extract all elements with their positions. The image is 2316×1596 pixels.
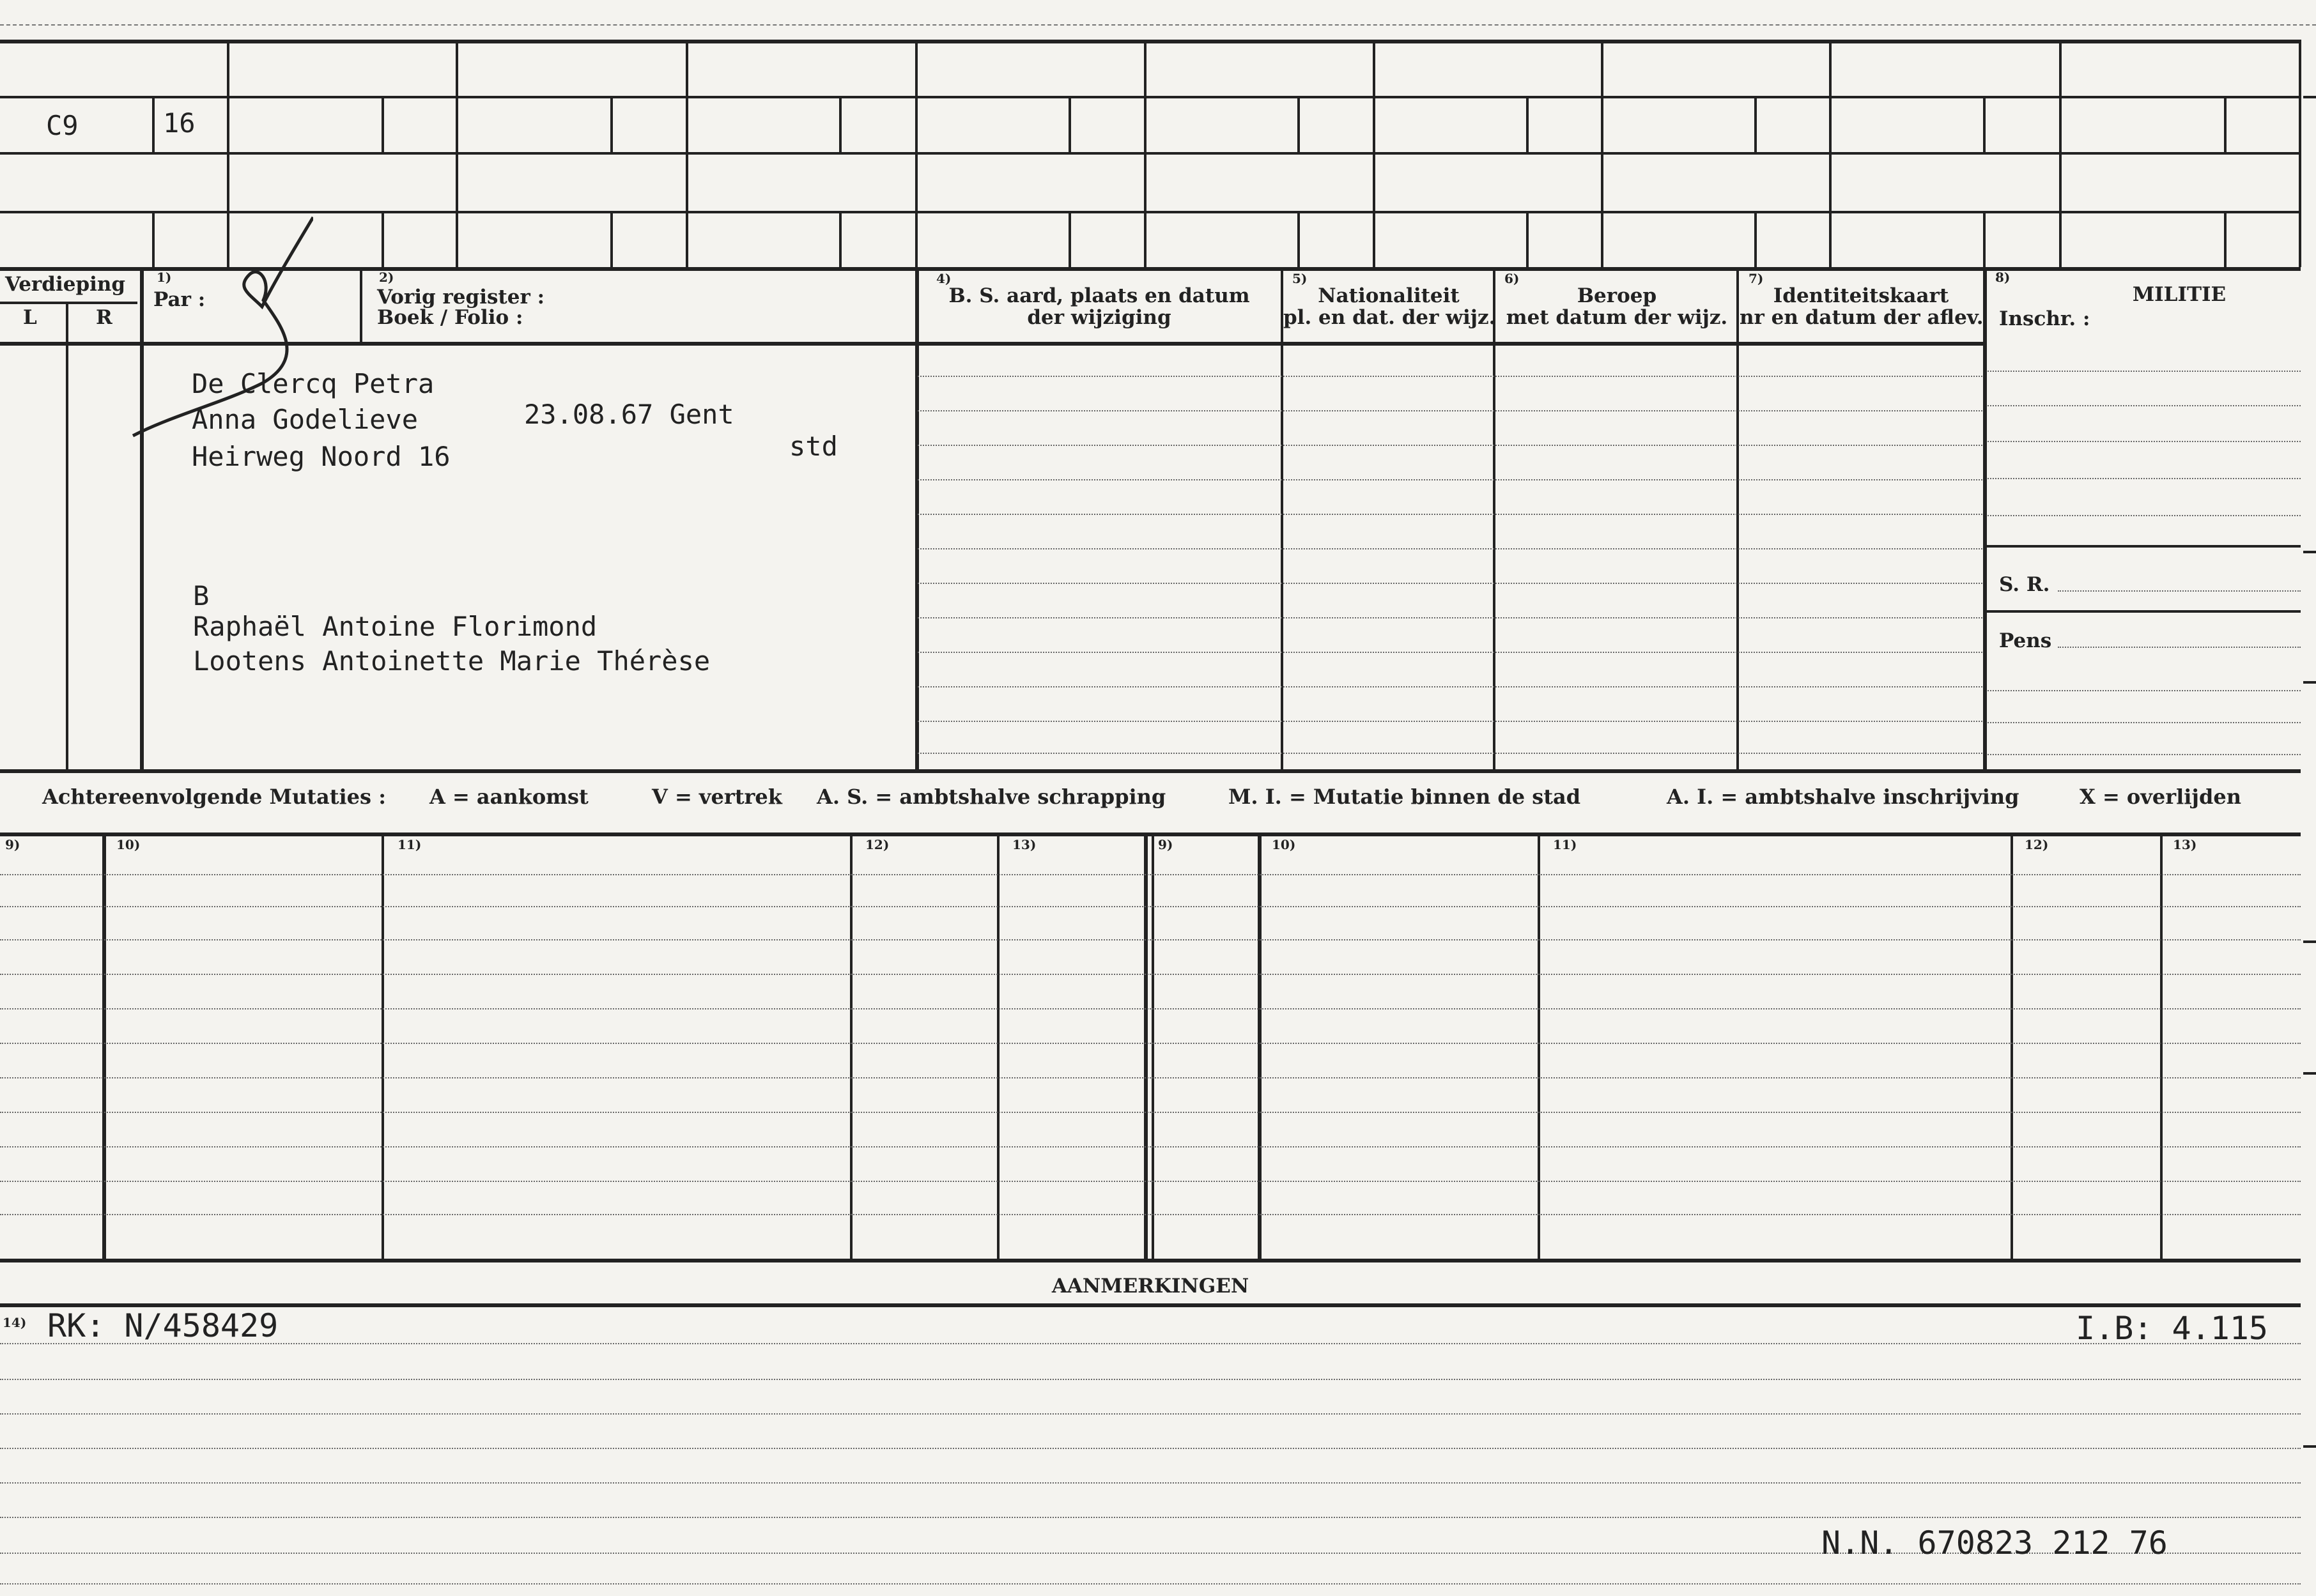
ruling-line — [918, 583, 1982, 584]
grid-line — [686, 40, 688, 267]
grid-line — [1258, 833, 1262, 1261]
parents-label: B — [193, 580, 210, 611]
field-number: 7) — [1749, 271, 1764, 286]
grid-line — [456, 40, 458, 267]
legend-ai: A. I. = ambtshalve inschrijving — [1667, 785, 2019, 809]
grid-line — [0, 769, 2301, 773]
ruling-line — [2058, 647, 2301, 648]
ruling-line — [1988, 690, 2301, 691]
ruling-line — [0, 1008, 2301, 1009]
ruling-line — [0, 1214, 2301, 1215]
grid-line — [1754, 96, 1757, 152]
field-number: 1) — [157, 270, 172, 285]
grid-line — [1538, 833, 1540, 1261]
ruling-line — [0, 1043, 2301, 1044]
column-number: 12) — [2025, 837, 2049, 852]
grid-line — [610, 211, 613, 267]
tick-mark — [2303, 681, 2316, 684]
birth-date-place: 23.08.67 Gent — [524, 399, 734, 430]
nationaliteit-header: Nationaliteit — [1318, 284, 1460, 307]
ruling-line — [0, 1181, 2301, 1182]
column-r-label: R — [96, 306, 112, 329]
grid-line — [1829, 40, 1832, 267]
bs-header: B. S. aard, plaats en datum — [948, 284, 1250, 307]
verdieping-label: Verdieping — [5, 273, 126, 296]
column-number: 13) — [1012, 837, 1037, 852]
grid-line — [839, 96, 842, 152]
ruling-line — [918, 617, 1982, 618]
column-number: 13) — [2173, 837, 2197, 852]
grid-line — [997, 833, 1000, 1261]
grid-line — [2011, 833, 2013, 1261]
grid-line — [1601, 40, 1603, 267]
grid-line — [1297, 211, 1300, 267]
grid-line — [1985, 610, 2301, 613]
grid-line — [850, 833, 853, 1261]
column-number: 11) — [398, 837, 422, 852]
beroep-header-sub: met datum der wijz. — [1506, 306, 1728, 329]
identiteitskaart-header-sub: nr en datum der aflev. — [1740, 306, 1984, 329]
mutaties-label: Achtereenvolgende Mutaties : — [42, 785, 386, 809]
field-number: 5) — [1292, 271, 1308, 286]
grid-line — [0, 96, 2301, 98]
tick-mark — [2303, 1445, 2316, 1448]
grid-line — [382, 211, 384, 267]
column-number: 12) — [865, 837, 890, 852]
grid-line — [66, 302, 68, 771]
grid-line — [1983, 96, 1986, 152]
nationaliteit-header-sub: pl. en dat. der wijz. — [1283, 306, 1496, 329]
grid-line — [915, 40, 918, 267]
ruling-line — [1988, 515, 2301, 516]
ruling-line — [918, 410, 1982, 411]
grid-line — [1281, 267, 1283, 771]
par-label: Par : — [153, 288, 206, 311]
grid-line — [2299, 40, 2301, 267]
grid-line — [2224, 211, 2227, 267]
tick-mark — [2303, 551, 2316, 553]
grid-line — [382, 96, 384, 152]
ruling-line — [1988, 371, 2301, 372]
ruling-line — [1988, 478, 2301, 479]
grid-line — [1526, 211, 1529, 267]
status-text: std — [789, 431, 838, 462]
ruling-line — [0, 1482, 2301, 1484]
tick-mark — [2303, 1072, 2316, 1075]
ruling-line — [918, 548, 1982, 549]
legend-a: A = aankomst — [429, 785, 589, 809]
column-number: 10) — [1272, 837, 1296, 852]
grid-line — [1069, 96, 1071, 152]
ruling-line — [918, 445, 1982, 446]
field-number: 6) — [1504, 271, 1520, 286]
mother-name: Lootens Antoinette Marie Thérèse — [193, 645, 711, 677]
ruling-line — [0, 1517, 2301, 1518]
ruling-line — [0, 1413, 2301, 1415]
grid-line — [0, 267, 2301, 271]
inschr-label: Inschr. : — [1999, 307, 2090, 330]
grid-line — [1754, 211, 1757, 267]
ruling-line — [918, 686, 1982, 687]
ruling-line — [2058, 590, 2301, 592]
grid-line — [1983, 211, 1986, 267]
field-number: 8) — [1995, 270, 2011, 285]
grid-line — [2160, 833, 2163, 1261]
grid-line — [1144, 40, 1146, 267]
legend-mi: M. I. = Mutatie binnen de stad — [1228, 785, 1581, 809]
grid-line — [1297, 96, 1300, 152]
grid-line — [360, 267, 362, 342]
column-number: 11) — [1553, 837, 1577, 852]
column-number: 10) — [116, 837, 141, 852]
identiteitskaart-header: Identiteitskaart — [1773, 284, 1949, 307]
grid-line — [102, 833, 106, 1261]
ruling-line — [1988, 754, 2301, 755]
grid-line — [1069, 211, 1071, 267]
ruling-line — [0, 1448, 2301, 1449]
grid-line — [1985, 545, 2301, 548]
ruling-line — [918, 753, 1982, 754]
ruling-line — [0, 974, 2301, 975]
ruling-line — [0, 874, 2301, 875]
ruling-line — [1988, 441, 2301, 442]
ruling-line — [0, 1112, 2301, 1113]
grid-line — [0, 302, 137, 304]
beroep-header: Beroep — [1577, 284, 1657, 307]
field-number: 4) — [936, 271, 952, 286]
legend-v: V = vertrek — [652, 785, 782, 809]
ruling-line — [918, 479, 1982, 480]
grid-line — [0, 1303, 2301, 1307]
grid-line — [2224, 96, 2227, 152]
ruling-line — [918, 514, 1982, 515]
grid-line — [152, 96, 155, 152]
grid-line — [0, 40, 2301, 43]
address: Heirweg Noord 16 — [192, 441, 451, 472]
ruling-line — [918, 652, 1982, 653]
ruling-line — [0, 1077, 2301, 1078]
grid-line — [1493, 267, 1495, 771]
field-number: 2) — [379, 270, 394, 285]
grid-line — [0, 833, 2301, 836]
ruling-line — [0, 1343, 2301, 1344]
ruling-line — [0, 1379, 2301, 1380]
militie-header: MILITIE — [2132, 283, 2227, 306]
rk-number: RK: N/458429 — [47, 1307, 279, 1344]
grid-line — [0, 211, 2301, 213]
grid-line — [839, 211, 842, 267]
grid-line — [1983, 267, 1987, 771]
grid-line — [0, 152, 2301, 155]
grid-line — [2059, 40, 2062, 267]
ruling-line — [0, 1146, 2301, 1147]
grid-line — [1152, 833, 1154, 1261]
legend-as: A. S. = ambtshalve schrapping — [817, 785, 1166, 809]
nn-number: N.N. 670823 212 76 — [1821, 1524, 2168, 1561]
grid-line — [1736, 267, 1739, 771]
tick-mark — [2303, 940, 2316, 943]
bs-header-sub: der wijziging — [1027, 306, 1171, 329]
ruling-line — [0, 939, 2301, 940]
field-number: 14) — [3, 1315, 27, 1330]
vorig-register-label: Vorig register : — [377, 286, 545, 309]
ruling-line — [918, 376, 1982, 377]
grid-line — [0, 1259, 2301, 1262]
grid-line — [915, 267, 919, 771]
code-value: C9 — [46, 110, 79, 141]
grid-line — [1526, 96, 1529, 152]
column-number: 9) — [5, 837, 20, 852]
tick-mark — [2303, 96, 2316, 98]
person-given-names: Anna Godelieve — [192, 404, 419, 435]
person-name: De Clercq Petra — [192, 368, 435, 399]
ib-number: I.B: 4.115 — [2076, 1310, 2269, 1347]
pens-label: Pens — [1999, 629, 2052, 652]
grid-line — [382, 833, 384, 1261]
column-number: 9) — [1158, 837, 1173, 852]
grid-line — [1144, 833, 1148, 1261]
boek-folio-label: Boek / Folio : — [377, 306, 523, 329]
aanmerkingen-title: AANMERKINGEN — [1051, 1275, 1249, 1298]
column-l-label: L — [23, 306, 37, 329]
legend-x: X = overlijden — [2080, 785, 2241, 809]
top-edge-strip — [0, 24, 2316, 26]
ruling-line — [0, 906, 2301, 907]
grid-line — [610, 96, 613, 152]
ruling-line — [1988, 405, 2301, 406]
father-name: Raphaël Antoine Florimond — [193, 611, 598, 642]
ruling-line — [1988, 722, 2301, 723]
grid-line — [1373, 40, 1375, 267]
ruling-line — [0, 1583, 2301, 1584]
ruling-line — [918, 721, 1982, 722]
number-value: 16 — [163, 107, 196, 139]
sr-label: S. R. — [1999, 573, 2050, 596]
